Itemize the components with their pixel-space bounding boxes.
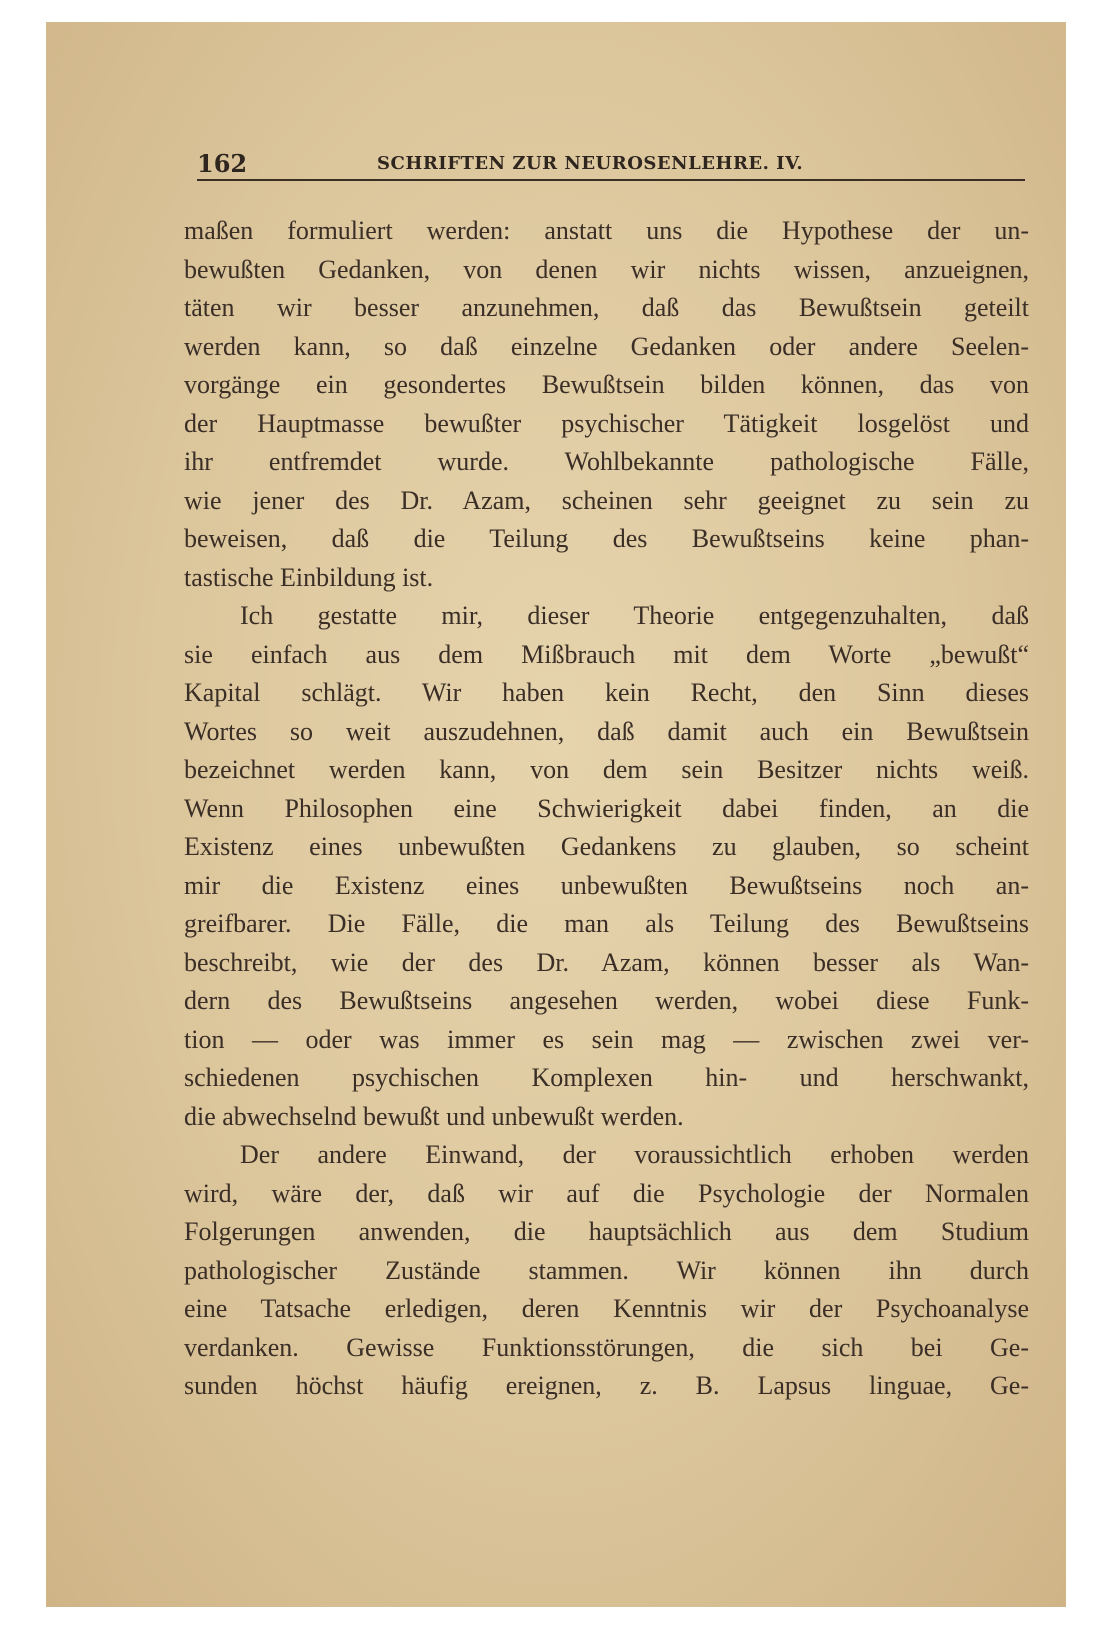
text-line: Ich gestatte mir, dieser Theorie entgegenzuhalten, daß — [240, 601, 1029, 630]
paragraph-2 — [184, 597, 1029, 1136]
text-line: vorgänge ein gesondertes Bewußtsein bilden können, das von — [184, 370, 1029, 399]
text-line: die abwechselnd bewußt und unbewußt werden. — [184, 1101, 684, 1131]
text-line: Kapital schlägt. Wir haben kein Recht, den Sinn dieses — [184, 678, 1029, 707]
paragraph-1 — [184, 212, 1029, 597]
text-line: Wortes so weit auszudehnen, daß damit auch ein Bewußtsein — [184, 716, 1029, 746]
text-line: wie jener des Dr. Azam, scheinen sehr geeignet zu sein zu — [184, 485, 1029, 515]
text-line: werden kann, so daß einzelne Gedanken oder andere Seelen- — [184, 331, 1029, 361]
text-line: täten wir besser anzunehmen, daß das Bewußtsein geteilt — [184, 293, 1029, 322]
text-line: bewußten Gedanken, von denen wir nichts wissen, anzueignen, — [184, 254, 1029, 284]
body-text — [184, 212, 1029, 1406]
text-line: tastische Einbildung ist. — [184, 562, 434, 592]
text-line: eine Tatsache erledigen, deren Kenntnis wir der Psychoanalyse — [184, 1294, 1029, 1323]
text-line: tion — oder was immer es sein mag — zwischen zwei ver- — [184, 1024, 1029, 1054]
text-line: beschreibt, wie der des Dr. Azam, können besser als Wan- — [184, 947, 1029, 977]
text-line: pathologischer Zustände stammen. Wir können ihn durch — [184, 1255, 1029, 1285]
text-line: schiedenen psychischen Komplexen hin- und herschwankt, — [184, 1063, 1029, 1092]
text-line: sie einfach aus dem Mißbrauch mit dem Worte „bewußt“ — [184, 639, 1029, 669]
text-line: dern des Bewußtseins angesehen werden, wobei diese Funk- — [184, 986, 1029, 1015]
text-line: Wenn Philosophen eine Schwierigkeit dabei finden, an die — [184, 793, 1029, 823]
text-line: maßen formuliert werden: anstatt uns die Hypothese der un- — [184, 216, 1029, 245]
text-line: Der andere Einwand, der voraussichtlich erhoben werden — [240, 1140, 1029, 1169]
text-line: bezeichnet werden kann, von dem sein Besitzer nichts weiß. — [184, 755, 1029, 784]
paragraph-3 — [184, 1136, 1029, 1406]
text-line: beweisen, daß die Teilung des Bewußtseins keine phan- — [184, 524, 1029, 553]
text-line: Folgerungen anwenden, die hauptsächlich aus dem Studium — [184, 1217, 1029, 1246]
book-page — [46, 22, 1066, 1607]
text-line: wird, wäre der, daß wir auf die Psychologie der Normalen — [184, 1178, 1029, 1208]
text-line: greifbarer. Die Fälle, die man als Teilung des Bewußtseins — [184, 909, 1029, 938]
text-line: ihr entfremdet wurde. Wohlbekannte pathologische Fälle, — [184, 447, 1029, 476]
page-number: 162 — [197, 149, 248, 178]
text-line: mir die Existenz eines unbewußten Bewußtseins noch an- — [184, 870, 1029, 900]
text-line: verdanken. Gewisse Funktionsstörungen, die sich bei Ge- — [184, 1332, 1029, 1362]
text-line: sunden höchst häufig ereignen, z. B. Lapsus linguae, Ge- — [184, 1371, 1029, 1400]
text-line: Existenz eines unbewußten Gedankens zu glauben, so scheint — [184, 832, 1029, 861]
text-line: der Hauptmasse bewußter psychischer Tätigkeit losgelöst und — [184, 408, 1029, 438]
page-header — [197, 149, 1025, 181]
running-head: SCHRIFTEN ZUR NEUROSENLEHRE. IV. — [377, 153, 804, 174]
